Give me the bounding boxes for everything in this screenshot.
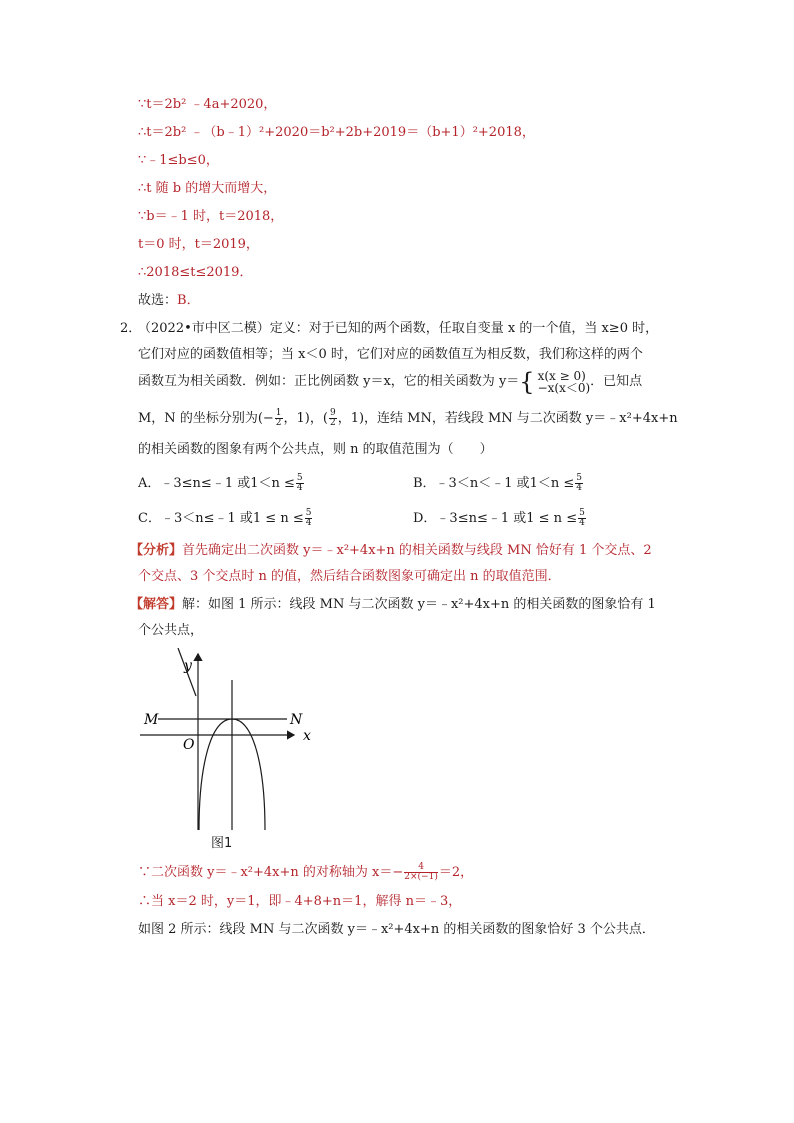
problem-number: 2．: [120, 321, 142, 336]
problem-text-3: [138, 368, 642, 396]
fraction-five-quarters: $\frac{5}{4}$: [579, 508, 585, 528]
figure-caption: 图1: [211, 836, 233, 851]
fraction-nine-half: $\frac{9}{2}$: [329, 408, 336, 428]
solution-intro-2: 个公共点，: [138, 623, 204, 638]
solution-line-1: ∵t＝2b² ﹣4a+2020，: [138, 97, 277, 112]
piecewise-top: x(x ≥ 0): [537, 368, 586, 383]
analysis-line-1: 【分析】首先确定出二次函数 y＝﹣x²+4x+n 的相关函数与线段 MN 恰好有 1 个交点、2: [130, 543, 652, 558]
y-axis-label: y: [184, 658, 192, 674]
solution-step-2: ∴当 x＝2 时，y＝1，即﹣4+8+n＝1，解得 n＝﹣3，: [138, 894, 462, 909]
brace-symbol: {: [519, 367, 535, 396]
problem-text-4c: ，1)，连结 MN，若线段 MN 与二次函数 y＝﹣x²+4x+n: [337, 411, 678, 426]
problem-text-4: [138, 408, 678, 430]
solution-line-5: ∵b＝﹣1 时，t＝2018，: [138, 209, 284, 224]
problem-text-1: （2022•市中区二模）定义：对于已知的两个函数，任取自变量 x 的一个值，当 x≥0 时，: [138, 321, 659, 336]
solution-line-7: ∴2018≤t≤2019．: [138, 265, 253, 280]
option-d: D．﹣3≤n≤﹣1 或1 ≤ n ≤ $\frac{5}{4}$: [413, 508, 585, 528]
x-axis-label: x: [303, 728, 311, 744]
point-n-label: N: [290, 712, 303, 728]
fraction-five-quarters: $\frac{5}{4}$: [305, 508, 312, 528]
problem-text-5: 的相关函数的图象有两个公共点，则 n 的取值范围为（ ）: [138, 442, 493, 457]
fraction-five-quarters: $\frac{5}{4}$: [576, 473, 583, 493]
solution-line-3: ∵﹣1≤b≤0，: [138, 153, 219, 168]
option-c: C．﹣3＜n≤﹣1 或1 ≤ n ≤ $\frac{5}{4}$: [138, 508, 312, 528]
solution-line-2: ∴t＝2b² ﹣（b﹣1）²+2020＝b²+2b+2019＝（b+1）²+2018，: [138, 125, 535, 140]
analysis-line-2: 个交点、3 个交点时 n 的值，然后结合函数图象可确定出 n 的取值范围．: [138, 569, 561, 584]
answer-choice: B．: [177, 293, 200, 308]
solution-step-3: 如图 2 所示：线段 MN 与二次函数 y＝﹣x²+4x+n 的相关函数的图象恰好 3 个公共点．: [138, 922, 655, 937]
origin-label: O: [183, 737, 195, 753]
point-m-label: M: [144, 712, 159, 728]
option-b: B．﹣3＜n＜﹣1 或1＜n ≤ $\frac{5}{4}$: [413, 473, 583, 493]
solution-tag: 【解答】: [130, 597, 183, 612]
solution-intro-1: 【解答】解：如图 1 所示：线段 MN 与二次函数 y＝﹣x²+4x+n 的相关函数的图象恰有 1: [130, 597, 656, 612]
problem-text-4b: ，1)，(: [283, 411, 328, 426]
problem-text-3a: 函数互为相关函数．例如：正比例函数 y＝x，它的相关函数为 y＝: [138, 374, 520, 389]
answer-prefix: 故选：: [138, 293, 178, 308]
solution-step-1: ∵二次函数 y＝﹣x²+4x+n 的对称轴为 x＝− $\frac{4}{2\times(-1)}$ ＝2，: [138, 862, 474, 882]
answer-line: [138, 292, 200, 310]
piecewise-definition: [538, 370, 591, 394]
option-a: A．﹣3≤n≤﹣1 或1＜n ≤ $\frac{5}{4}$: [138, 473, 303, 493]
fraction-five-quarters: $\frac{5}{4}$: [296, 473, 303, 493]
problem-text-2: 它们对应的函数值相等；当 x＜0 时，它们对应的函数值互为相反数，我们称这样的两个: [138, 347, 643, 362]
fraction-one-half: $\frac{1}{2}$: [275, 408, 282, 428]
fraction-axis-of-symmetry: $\frac{4}{2\times(-1)}$: [404, 862, 438, 882]
piecewise-bottom: −x(x＜0): [537, 380, 591, 395]
problem-text-4a: M，N 的坐标分别为(−: [138, 411, 274, 426]
function-graph-figure-1: [140, 648, 320, 830]
problem-text-3b: ．已知点: [590, 374, 643, 389]
analysis-tag: 【分析】: [130, 543, 183, 558]
solution-line-4: ∴t 随 b 的增大而增大，: [138, 181, 277, 196]
solution-line-6: t＝0 时，t＝2019，: [138, 237, 259, 252]
